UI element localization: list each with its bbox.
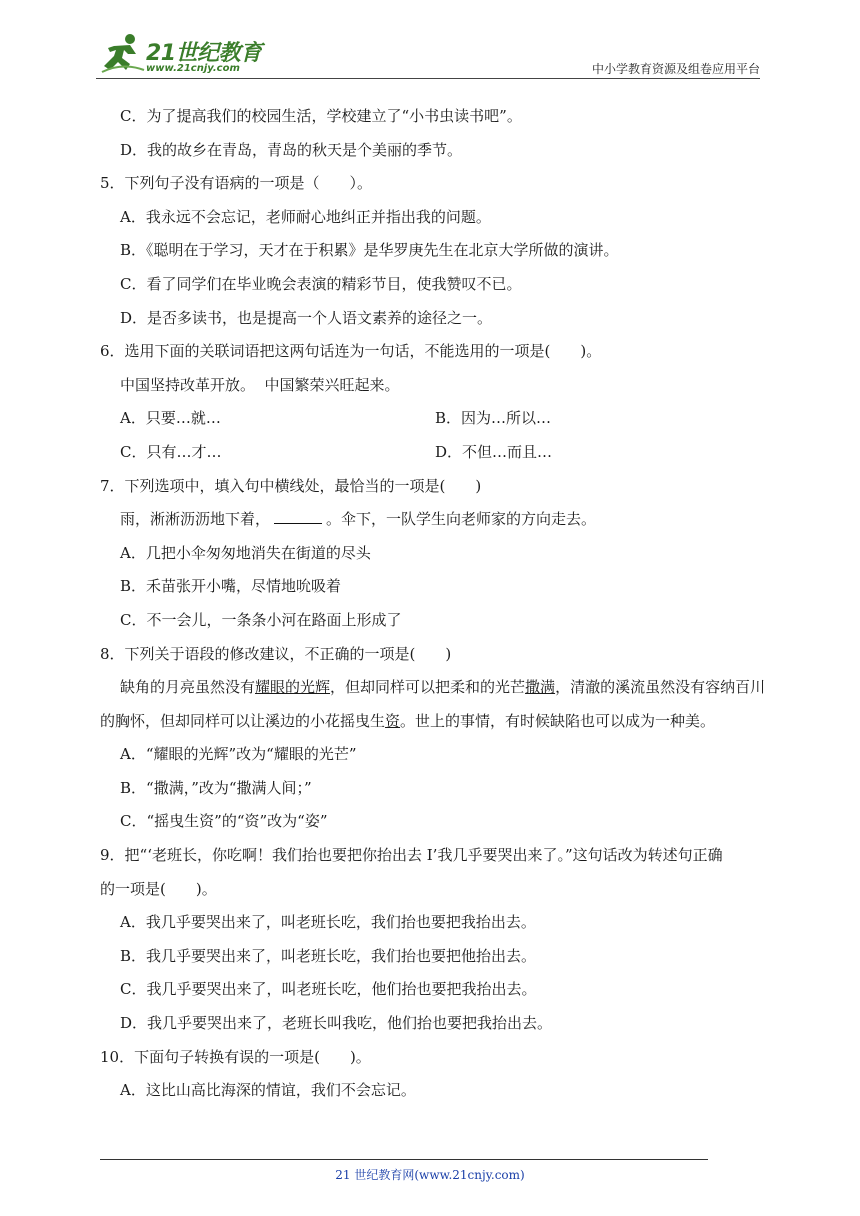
q4-option-c: C．为了提高我们的校园生活，学校建立了“小书虫读书吧”。 <box>120 107 522 125</box>
header-divider <box>96 78 760 79</box>
underlined-phrase: 撒满 <box>525 678 556 697</box>
q6-option-c: C．只有…才… <box>120 442 222 461</box>
q10-option-a: A．这比山高比海深的情谊，我们不会忘记。 <box>120 1081 416 1100</box>
page-header <box>96 30 760 78</box>
q7-sentence-start: 雨，淅淅沥沥地下着， <box>120 510 271 529</box>
question-9-line-1: 9．把“‘老班长，你吃啊！我们抬也要把你抬出去 I’我几乎要哭出来了。”这句话改为转述句正确 <box>100 846 723 865</box>
logo-url: www.21cnjy.com <box>146 63 240 74</box>
q5-option-b: B．《聪明在于学习，天才在于积累》是华罗庚先生在北京大学所做的演讲。 <box>120 241 619 260</box>
passage-text: 。世上的事情，有时候缺陷也可以成为一种美。 <box>400 711 716 730</box>
question-10: 10．下面句子转换有误的一项是( )。 <box>100 1047 371 1066</box>
q8-passage <box>100 671 768 738</box>
q9-option-d: D．我几乎要哭出来了，老班长叫我吃，他们抬也要把我抬出去。 <box>120 1014 553 1033</box>
question-7: 7．下列选项中，填入句中横线处，最恰当的一项是( ) <box>100 476 482 495</box>
q8-option-c: C．“摇曳生资”的“资”改为“姿” <box>120 812 328 831</box>
site-logo[interactable] <box>96 30 266 78</box>
q7-option-b: B．禾苗张开小嘴，尽情地吮吸着 <box>120 577 342 596</box>
passage-text: ，清澈的溪流虽然没有容纳百川的胸怀，但却同样可以让溪边的小花摇曳生 <box>100 678 766 730</box>
document-body <box>100 100 768 1108</box>
logo-text: 21世纪教育 <box>146 41 262 66</box>
q5-option-a: A．我永远不会忘记，老师耐心地纠正并指出我的问题。 <box>120 207 491 226</box>
q9-option-c: C．我几乎要哭出来了，叫老班长吃，他们抬也要把我抬出去。 <box>120 980 537 999</box>
q7-sentence <box>100 503 768 537</box>
q7-option-c: C．不一会儿，一条条小河在路面上形成了 <box>120 610 402 629</box>
q6-sentences: 中国坚持改革开放。 中国繁荣兴旺起来。 <box>120 375 400 394</box>
underlined-phrase: 耀眼的光辉 <box>255 678 331 697</box>
footer-divider <box>100 1159 708 1160</box>
question-5: 5．下列句子没有语病的一项是（ ）。 <box>100 174 373 193</box>
runner-logo-icon <box>100 32 146 74</box>
q7-sentence-end: 。伞下，一队学生向老师家的方向走去。 <box>326 510 597 529</box>
q4-option-d: D．我的故乡在青岛，青岛的秋天是个美丽的季节。 <box>120 140 463 159</box>
q9-option-a: A．我几乎要哭出来了，叫老班长吃，我们抬也要把我抬出去。 <box>120 913 536 932</box>
underlined-phrase: 资 <box>385 711 401 730</box>
q6-option-b: B．因为…所以… <box>435 409 552 428</box>
q8-option-a: A．“耀眼的光辉”改为“耀眼的光芒” <box>120 745 357 764</box>
footer-link[interactable]: 21 世纪教育网(www.21cnjy.com) <box>335 1168 525 1182</box>
q7-option-a: A．几把小伞匆匆地消失在街道的尽头 <box>120 543 371 562</box>
q6-option-a: A．只要…就… <box>120 409 221 428</box>
passage-text: ，但却同样可以把柔和的光芒 <box>330 678 526 697</box>
question-8: 8．下列关于语段的修改建议，不正确的一项是( ) <box>100 644 452 663</box>
question-9-line-2: 的一项是( )。 <box>100 879 217 898</box>
q5-option-d: D．是否多读书，也是提高一个人语文素养的途径之一。 <box>120 308 493 327</box>
fill-blank <box>274 509 322 524</box>
q6-options-row-1 <box>100 402 768 436</box>
q9-option-b: B．我几乎要哭出来了，叫老班长吃，我们抬也要把他抬出去。 <box>120 946 537 965</box>
question-6: 6．选用下面的关联词语把这两句话连为一句话，不能选用的一项是( )。 <box>100 342 602 361</box>
header-tagline: 中小学教育资源及组卷应用平台 <box>591 62 760 76</box>
q8-option-b: B．“撒满，”改为“撒满人间；” <box>120 778 312 797</box>
q6-options-row-2 <box>100 436 768 470</box>
q5-option-c: C．看了同学们在毕业晚会表演的精彩节目，使我赞叹不已。 <box>120 274 522 293</box>
q6-option-d: D．不但…而且… <box>435 442 553 461</box>
passage-text: 缺角的月亮虽然没有 <box>120 678 256 697</box>
